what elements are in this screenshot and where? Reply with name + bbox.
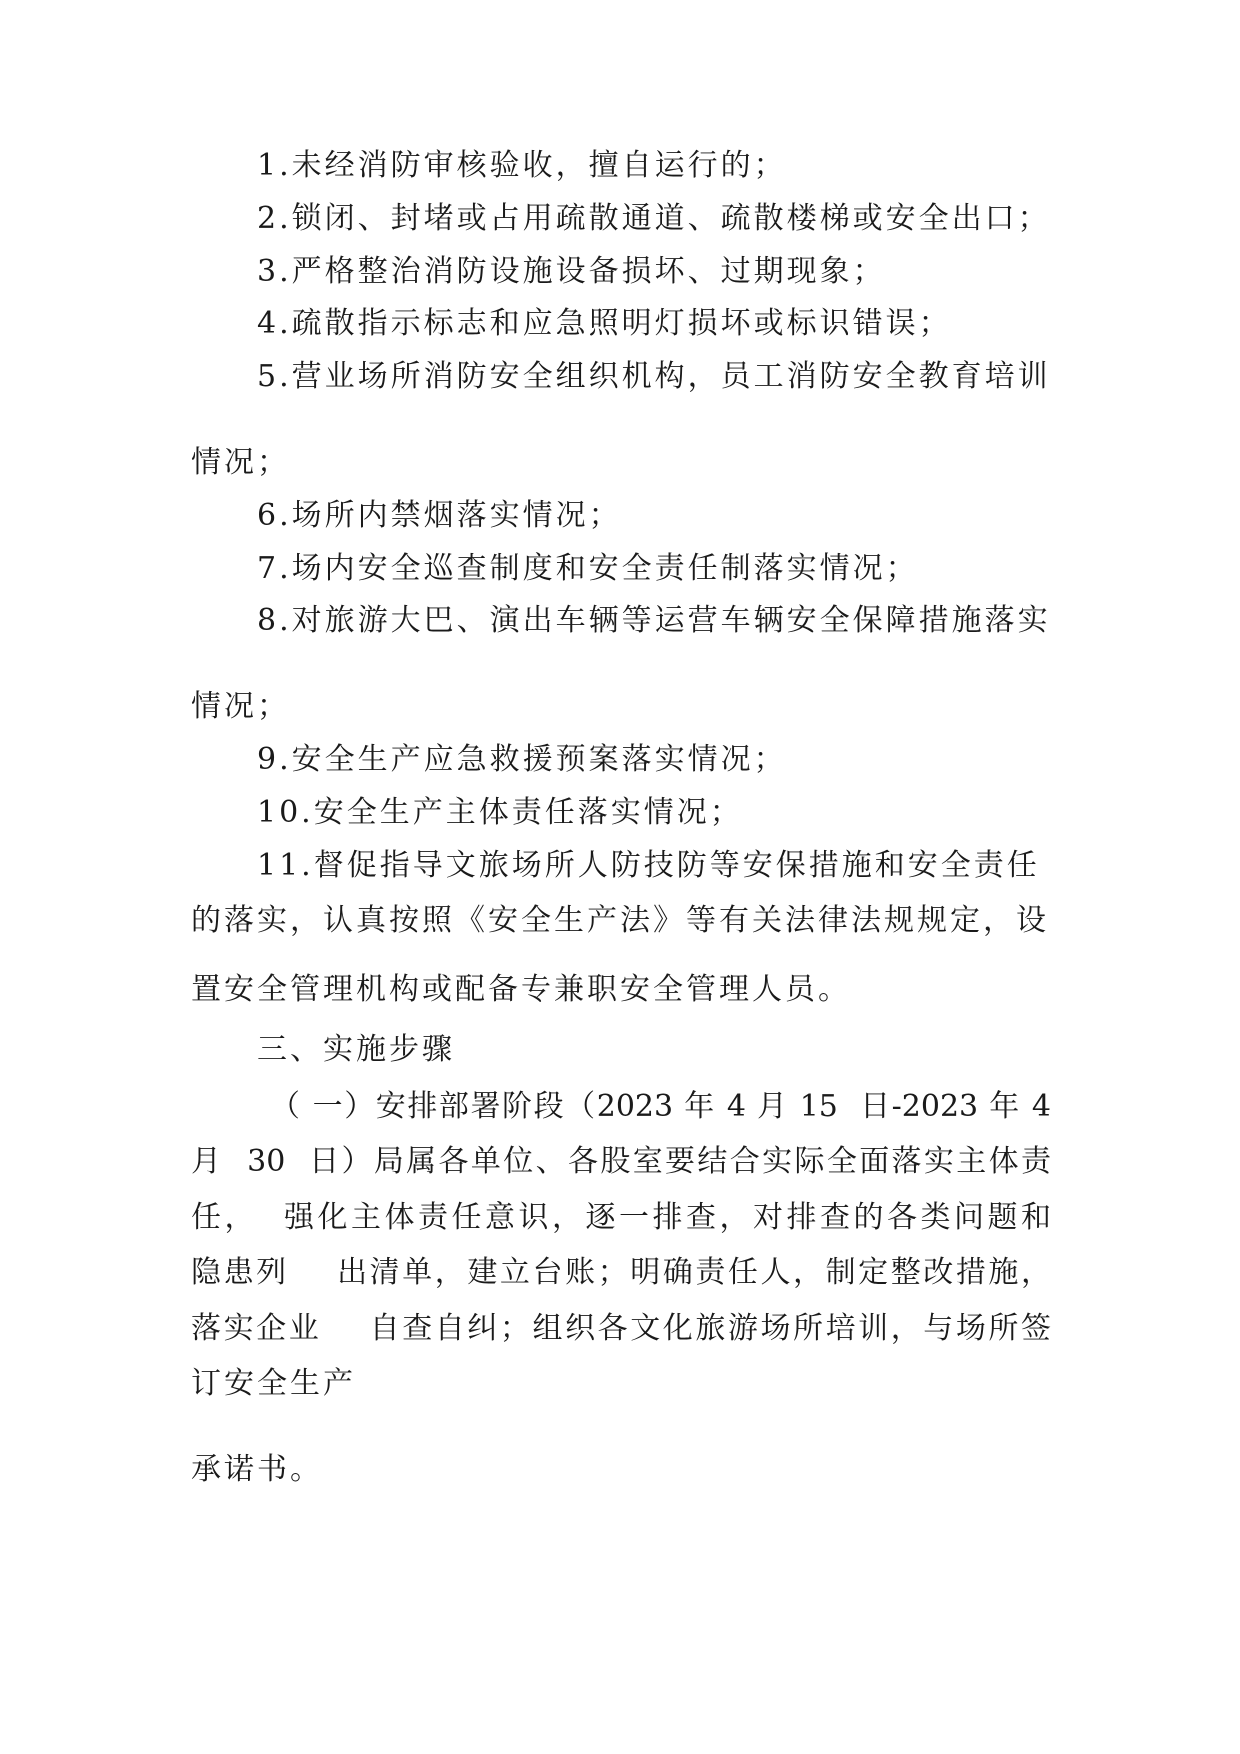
paragraph-line-2: 月 30 日）局属各单位、各股室要结合实际全面落实主体责 <box>191 1144 1051 1179</box>
list-item-9: 9.安全生产应急救援预案落实情况； <box>257 742 787 777</box>
paragraph-line-6: 订安全生产 <box>191 1366 356 1401</box>
list-item-8: 8.对旅游大巴、演出车辆等运营车辆安全保障措施落实 <box>257 603 1051 638</box>
list-item-6: 6.场所内禁烟落实情况； <box>257 498 622 533</box>
list-item-11-line-2: 的落实，认真按照《安全生产法》等有关法律法规规定，设 <box>191 903 1049 938</box>
list-item-5-continuation: 情况； <box>191 445 290 480</box>
paragraph-line-4: 隐患列 出清单，建立台账；明确责任人，制定整改措施， <box>191 1255 1051 1290</box>
section-heading: 三、实施步骤 <box>257 1032 455 1067</box>
list-item-8-continuation: 情况； <box>191 689 290 724</box>
paragraph-line-3: 任， 强化主体责任意识，逐一排查，对排查的各类问题和 <box>191 1200 1051 1235</box>
list-item-1: 1.未经消防审核验收，擅自运行的； <box>257 148 787 183</box>
list-item-3: 3.严格整治消防设施设备损坏、过期现象； <box>257 254 886 289</box>
list-item-11: 11.督促指导文旅场所人防技防等安保措施和安全责任 <box>257 848 1040 883</box>
list-item-4: 4.疏散指示标志和应急照明灯损坏或标识错误； <box>257 306 952 341</box>
paragraph-line-5: 落实企业 自查自纠；组织各文化旅游场所培训，与场所签 <box>191 1311 1051 1346</box>
paragraph-line-7: 承诺书。 <box>191 1452 323 1487</box>
list-item-5: 5.营业场所消防安全组织机构，员工消防安全教育培训 <box>257 359 1051 394</box>
paragraph-line-1: （ 一）安排部署阶段（2023 年 4 月 15 日-2023 年 4 <box>270 1089 1051 1124</box>
list-item-10: 10.安全生产主体责任落实情况； <box>257 795 743 830</box>
list-item-11-line-3: 置安全管理机构或配备专兼职安全管理人员。 <box>191 972 851 1007</box>
list-item-7: 7.场内安全巡查制度和安全责任制落实情况； <box>257 551 919 586</box>
list-item-2: 2.锁闭、封堵或占用疏散通道、疏散楼梯或安全出口； <box>257 201 1051 236</box>
